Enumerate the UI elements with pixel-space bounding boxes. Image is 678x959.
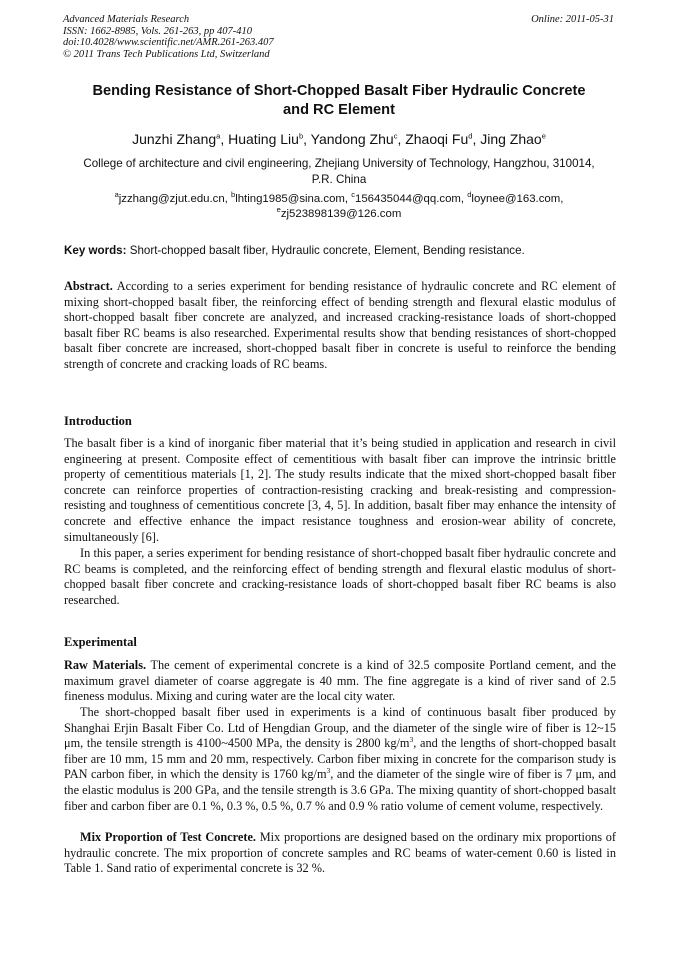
email-b: lhting1985@sina.com,: [235, 193, 352, 205]
paper-title: [50, 82, 628, 120]
raw-materials-text: The cement of experimental concrete is a kind of 32.5 composite Portland cement, and the maximum gravel diameter of coarse aggregate is 40 mm. The fine aggregate is a kind of river sand of 2.5 fineness modulus. Mixing and curing water are the local city water.: [64, 658, 617, 704]
email-mark: a: [114, 190, 119, 200]
author-emails: [60, 192, 618, 222]
fiber-text-a: The short-chopped basalt fiber used in experiments is a kind of continuous basalt fiber produced by Shanghai Erjin Basalt Fiber Co. Ltd of Hengdian Group, and the diameter of the single wire of fiber is 12~15 μm, the tensile strength is 4100~4500 MPa, the density is 2800 kg/m: [64, 705, 616, 751]
issn-line: ISSN: 1662-8985, Vols. 261-263, pp 407-410: [63, 25, 252, 37]
email-d: loynee@163.com,: [471, 193, 564, 205]
journal-name: Advanced Materials Research: [63, 14, 190, 25]
journal-header: [63, 14, 274, 60]
author-mark: d: [468, 131, 473, 141]
fiber-text-b: , and the lengths of short-chopped basalt fiber are 10 mm, 15 mm and 20 mm, respectively. Carbon fiber mixing in concrete for the comparison study is PAN carbon fiber, in which the density is 1760 kg/m: [64, 736, 616, 782]
title-line-2: and RC Element: [283, 102, 395, 118]
affiliation-line-2: P.R. China: [311, 173, 367, 186]
email-line-1: [60, 192, 618, 207]
email-mark: b: [231, 190, 236, 200]
intro-paragraph-2: In this paper, a series experiment for bending resistance of short-chopped basalt fiber hydraulic concrete and RC beams is completed, and the reinforcing effect of bending strength and flexural elastic modulus of short-chopped basalt fiber concrete and cracking-resistance loads of short-chopped basalt fiber RC beams is also researched.: [64, 546, 616, 607]
affiliation-line-1: College of architecture and civil engineering, Zhejiang University of Technology, Hangzhou, 310014,: [83, 157, 595, 170]
author-mark: e: [541, 131, 546, 141]
fiber-paragraph: [64, 705, 616, 814]
abstract-text: According to a series experiment for bending resistance of hydraulic concrete and RC element of mixing short-chopped basalt fiber, the reinforcing effect of bending strength and flexural elastic modulus of short-chopped basalt fiber concrete are analyzed, and increased cracking-resistance loads of short-chopped basalt fiber RC beams is also researched. Experimental results show that bending resistances of short-chopped basalt fiber concrete are increased, short-chopped basalt fiber in concrete is useful to reinforce the bending strength of concrete and cracking loads of RC beams.: [64, 279, 616, 371]
email-line-2: [60, 207, 618, 222]
email-c: 156435044@qq.com,: [354, 193, 468, 205]
author-name: Junzhi Zhang: [132, 131, 217, 147]
affiliation: [60, 156, 618, 188]
mix-proportion-text: Mix proportions are designed based on the ordinary mix proportions of hydraulic concrete. The mix proportion of concrete samples and RC beams of water-cement 0.60 is listed in Table 1. Sand ratio of experimental concrete is 32 %.: [64, 830, 616, 876]
section-heading-experimental: Experimental: [64, 635, 137, 649]
raw-materials-paragraph: [64, 658, 616, 705]
author-name: Huating Liu: [228, 131, 299, 147]
email-e: zj523898139@126.com: [280, 208, 402, 220]
mix-proportion-label: Mix Proportion of Test Concrete.: [80, 830, 257, 844]
email-mark: d: [467, 190, 472, 200]
superscript-3: 3: [409, 735, 414, 745]
abstract-label: Abstract.: [64, 279, 113, 293]
raw-materials-label: Raw Materials.: [64, 658, 147, 672]
abstract: [64, 279, 616, 372]
title-line-1: Bending Resistance of Short-Chopped Basalt Fiber Hydraulic Concrete: [92, 83, 586, 99]
mix-proportion-paragraph: [64, 830, 616, 877]
author-name: Zhaoqi Fu: [405, 131, 469, 147]
keywords-text: Short-chopped basalt fiber, Hydraulic concrete, Element, Bending resistance.: [126, 244, 525, 257]
intro-paragraph-1: The basalt fiber is a kind of inorganic fiber material that it’s being studied in application and research in civil engineering at present. Composite effect of cementitious with basalt fiber can improve the intrinsic brittle property of cementitious materials [1, 2]. The study results indicate that the mixed short-chopped basalt fiber concrete can reinforce properties of contraction-resisting cracking and break-resisting and compression-resisting and toughness of cementitious concrete [3, 4, 5]. In addition, basalt fiber may enhance the intensity of concrete and effective enhance the impact resistance toughness and erosion-wear ability of concrete, simultaneously [6].: [64, 436, 616, 544]
author-mark: a: [216, 131, 221, 141]
author-name: Yandong Zhu: [310, 131, 394, 147]
author-mark: b: [298, 131, 304, 141]
author-separator: ,: [397, 131, 406, 147]
email-a: jzzhang@zjut.edu.cn,: [118, 193, 232, 205]
keywords-label: Key words:: [64, 244, 127, 257]
author-list: [40, 130, 638, 148]
fiber-text-c: , and the diameter of the single wire of fiber is 7 μm, and the elastic modulus is 200 GPa, and the tensile strength is 3.6 GPa. The mixing quantity of short-chopped basalt fiber and carbon fiber are 0.1 %, 0.3 %, 0.5 %, 0.7 % and 0.9 % ratio volume of cement volume, respectively.: [64, 767, 616, 813]
author-separator: ,: [472, 131, 481, 147]
email-mark: e: [276, 205, 281, 215]
doi-line: doi:10.4028/www.scientific.net/AMR.261-263.407: [63, 37, 274, 48]
author-separator: ,: [220, 131, 229, 147]
email-mark: c: [351, 190, 355, 200]
keywords: [64, 243, 616, 258]
superscript-3: 3: [326, 766, 331, 776]
online-date: Online: 2011-05-31: [531, 14, 614, 25]
author-mark: c: [393, 131, 398, 141]
author-name: Jing Zhao: [480, 131, 542, 147]
copyright-line: © 2011 Trans Tech Publications Ltd, Switzerland: [63, 48, 270, 60]
section-heading-introduction: Introduction: [64, 414, 132, 428]
author-separator: ,: [303, 131, 311, 147]
